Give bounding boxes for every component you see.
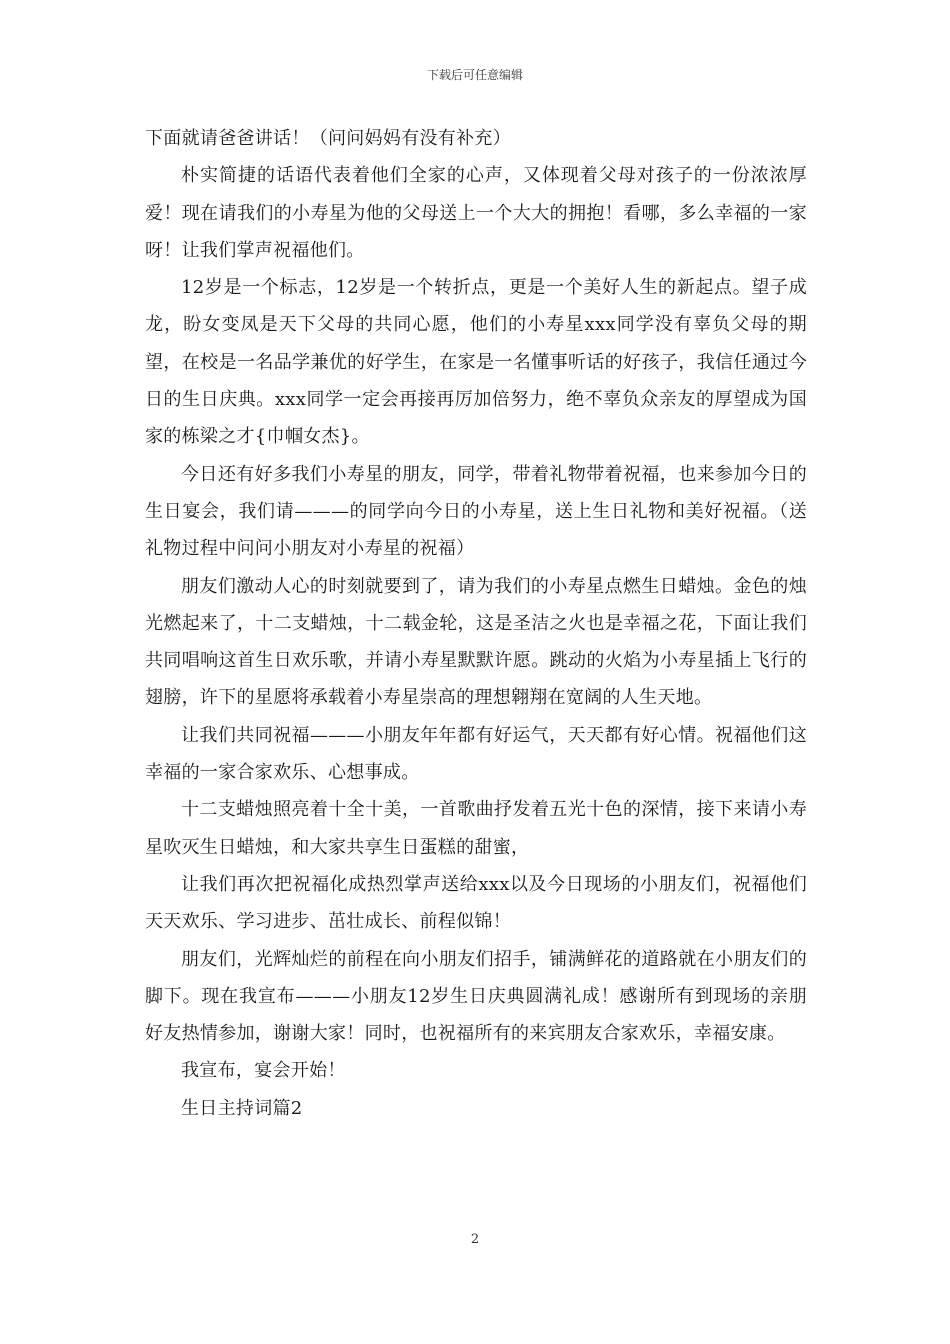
paragraph: 十二支蜡烛照亮着十全十美，一首歌曲抒发着五光十色的深情，接下来请小寿星吹灭生日蜡烛，和大家共享生日蛋糕的甜蜜， [145, 799, 807, 858]
paragraph: 朋友们激动人心的时刻就要到了，请为我们的小寿星点燃生日蜡烛。金色的烛光燃起来了，十二支蜡烛，十二载金轮，这是圣洁之火也是幸福之花，下面让我们共同唱响这首生日欢乐歌，并请小寿星默默许愿。跳动的火焰为小寿星插上飞行的翅膀，许下的星愿将承载着小寿星崇高的理想翱翔在宽阔的人生天地。 [145, 575, 807, 709]
page-header: 下载后可任意编辑 [426, 68, 523, 82]
paragraph: 12岁是一个标志，12岁是一个转折点，更是一个美好人生的新起点。望子成龙，盼女变凤是天下父母的共同心愿，他们的小寿星xxx同学没有辜负父母的期望，在校是一名品学兼优的好学生，在家是一名懂事听话的好孩子，我信任通过今日的生日庆典。xxx同学一定会再接再厉加倍努力，绝不辜负众亲友的厚望成为国家的栋梁之才{巾帼女杰}。 [145, 277, 807, 448]
paragraph: 我宣布，宴会开始！ [181, 1060, 346, 1082]
paragraph: 下面就请爸爸讲话！（问问妈妈有没有补充） [145, 128, 511, 149]
paragraph: 让我们共同祝福———小朋友年年都有好运气，天天都有好心情。祝福他们这幸福的一家合家欢乐、心想事成。 [145, 724, 807, 784]
paragraph: 朋友们，光辉灿烂的前程在向小朋友们招手，铺满鲜花的道路就在小朋友们的脚下。现在我宣布———小朋友12岁生日庆典圆满礼成！感谢所有到现场的亲朋好友热情参加，谢谢大家！同时，也祝福所有的来宾朋友合家欢乐，幸福安康。 [145, 948, 807, 1045]
paragraph: 今日还有好多我们小寿星的朋友，同学，带着礼物带着祝福，也来参加今日的生日宴会，我们请———的同学向今日的小寿星，送上生日礼物和美好祝福。（送礼物过程中问问小朋友对小寿星的祝福） [145, 463, 807, 560]
document-body [145, 120, 807, 1127]
paragraph: 朴实简捷的话语代表着他们全家的心声，又体现着父母对孩子的一份浓浓厚爱！现在请我们的小寿星为他的父母送上一个大大的拥抱！看哪，多么幸福的一家呀！让我们掌声祝福他们。 [145, 165, 807, 261]
section-heading: 生日主持词篇2 [181, 1097, 303, 1119]
page-number: 2 [470, 1232, 480, 1247]
paragraph: 让我们再次把祝福化成热烈掌声送给xxx以及今日现场的小朋友们，祝福他们天天欢乐、学习进步、茁壮成长、前程似锦！ [145, 873, 807, 933]
